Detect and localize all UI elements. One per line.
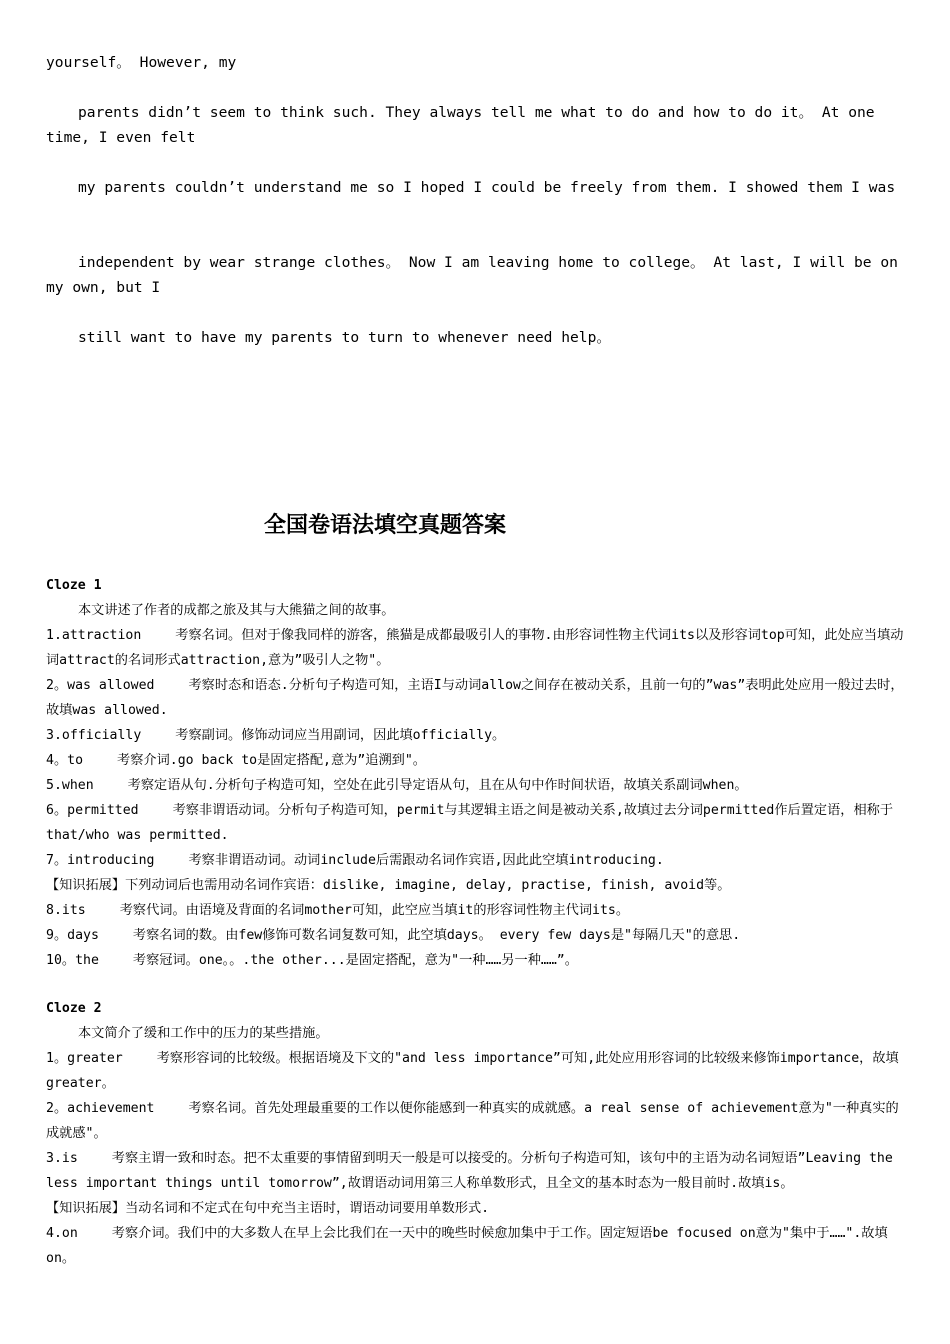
answer-item — [46, 1046, 906, 1096]
answer-item — [46, 623, 906, 673]
answer-explanation: 考察定语从句.分析句子构造可知，空处在此引导定语从句，且在从句中作时间状语，故填关系副词when。 — [127, 778, 748, 793]
cloze2-section — [46, 996, 906, 1271]
cloze2-heading: Cloze 2 — [46, 1001, 102, 1016]
answer-key: 7。introducing — [46, 853, 155, 868]
answer-item — [46, 1221, 906, 1271]
answer-item — [46, 1146, 906, 1196]
passage-line-1: yourself。 However, my — [46, 54, 237, 71]
answer-key: 1.attraction — [46, 628, 142, 643]
answer-item — [46, 748, 906, 773]
answer-key: 4.on — [46, 1226, 78, 1241]
answer-key: 4。to — [46, 753, 84, 768]
answer-key: 6。permitted — [46, 803, 139, 818]
passage-line-3: my parents couldn’t understand me so I hoped I could be freely from them. I showed them I was — [78, 179, 896, 196]
answer-explanation: 考察形容词的比较级。根据语境及下文的"and less importance”可知,此处应用形容词的比较级来修饰importance，故填greater。 — [46, 1051, 899, 1091]
answer-explanation: 考察介词.go back to是固定搭配,意为”追溯到"。 — [117, 753, 426, 768]
answer-item — [46, 898, 906, 923]
answer-item — [46, 723, 906, 748]
answer-item — [46, 923, 906, 948]
answer-explanation: 考察冠词。one。。.the other...是固定搭配，意为"一种……另一种……”。 — [132, 953, 578, 968]
answer-key: 8.its — [46, 903, 86, 918]
answer-item — [46, 773, 906, 798]
answer-explanation: 考察代词。由语境及背面的名词mother可知，此空应当填it的形容词性物主代词its。 — [119, 903, 630, 918]
answer-explanation: 【知识拓展】当动名词和不定式在句中充当主语时，谓语动词要用单数形式. — [46, 1201, 490, 1216]
answer-explanation: 考察非谓语动词。动词include后需跟动名词作宾语,因此此空填introducing. — [188, 853, 664, 868]
answer-item — [46, 673, 906, 723]
answer-key: 5.when — [46, 778, 94, 793]
passage-line-5: still want to have my parents to turn to whenever need help。 — [78, 329, 611, 346]
answer-explanation: 【知识拓展】下列动词后也需用动名词作宾语：dislike, imagine, delay, practise, finish, avoid等。 — [46, 878, 731, 893]
answer-explanation: 考察非谓语动词。分析句子构造可知，permit与其逻辑主语之间是被动关系,故填过去分词permitted作后置定语，相称于that/who was permitted. — [46, 803, 894, 843]
answer-key: 1。greater — [46, 1051, 123, 1066]
answer-item — [46, 798, 906, 848]
answer-explanation: 考察时态和语态.分析句子构造可知，主语I与动词allow之间存在被动关系，且前一句的”was”表明此处应用一般过去时，故填was allowed. — [46, 678, 904, 718]
knowledge-note — [46, 1196, 906, 1221]
answer-item — [46, 848, 906, 873]
cloze1-heading: Cloze 1 — [46, 578, 102, 593]
answer-item — [46, 948, 906, 973]
answer-explanation: 考察主谓一致和时态。把不太重要的事情留到明天一般是可以接受的。分析句子构造可知，该句中的主语为动名词短语”Leaving the less important things until tomorrow”,故谓语动词用第三人称单数形式，且全文的基本时态为一般目前时.故填is。 — [46, 1151, 893, 1191]
passage-line-4: independent by wear strange clothes。 Now I am leaving home to college。 At last, I will be on my own, but I — [46, 254, 898, 296]
answer-key: 2。achievement — [46, 1101, 155, 1116]
answer-item — [46, 1096, 906, 1146]
answer-key: 10。the — [46, 953, 99, 968]
answer-key: 3.is — [46, 1151, 78, 1166]
answer-key: 2。was allowed — [46, 678, 155, 693]
answer-explanation: 考察名词。但对于像我同样的游客，熊猫是成都最吸引人的事物.由形容词性物主代词its以及形容词top可知，此处应当填动词attract的名词形式attraction,意为”吸引人之物"。 — [46, 628, 904, 668]
answer-key: 9。days — [46, 928, 99, 943]
cloze1-summary: 本文讲述了作者的成都之旅及其与大熊猫之间的故事。 — [78, 603, 395, 618]
passage-line-2: parents didn’t seem to think such. They always tell me what to do and how to do it。 At one time, I even felt — [46, 104, 875, 146]
answer-explanation: 考察名词。首先处理最重要的工作以便你能感到一种真实的成就感。a real sense of achievement意为"一种真实的成就感"。 — [46, 1101, 899, 1141]
answer-explanation: 考察副词。修饰动词应当用副词，因此填officially。 — [175, 728, 506, 743]
cloze1-section — [46, 573, 906, 973]
page-title: 全国卷语法填空真题答案 — [263, 512, 506, 538]
answer-explanation: 考察名词的数。由few修饰可数名词复数可知，此空填days。 every few days是"每隔几天"的意思. — [132, 928, 741, 943]
knowledge-note — [46, 873, 906, 898]
answer-explanation: 考察介词。我们中的大多数人在早上会比我们在一天中的晚些时候愈加集中于工作。固定短语be focused on意为"集中于……".故填on。 — [46, 1226, 888, 1266]
cloze2-summary: 本文简介了缓和工作中的压力的某些措施。 — [78, 1026, 329, 1041]
answer-key: 3.officially — [46, 728, 142, 743]
